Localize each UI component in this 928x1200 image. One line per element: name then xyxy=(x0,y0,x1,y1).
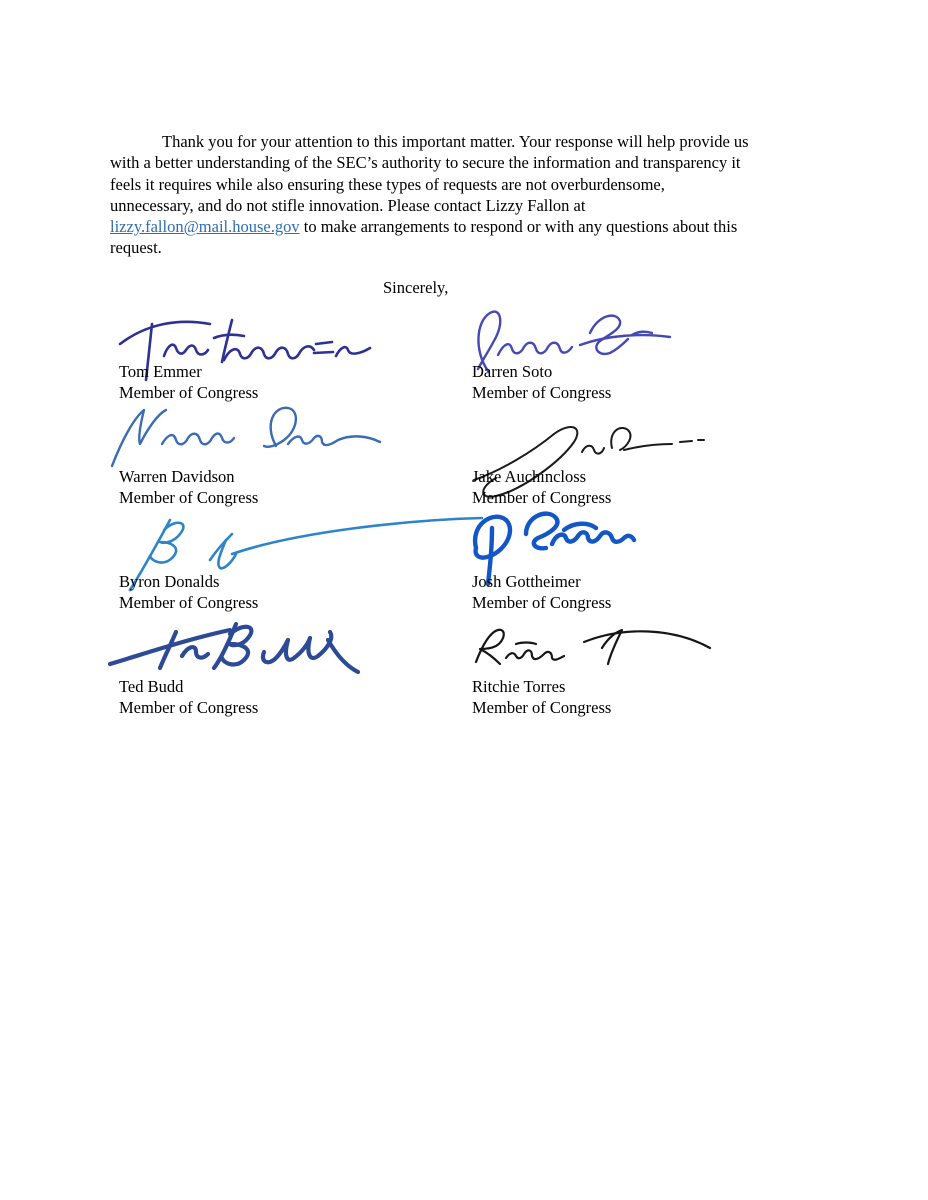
signatory-title: Member of Congress xyxy=(472,488,612,508)
signatory-name: Warren Davidson xyxy=(119,467,235,486)
body-paragraph xyxy=(110,131,840,259)
signature-block-ted-budd xyxy=(119,676,258,719)
signatory-title: Member of Congress xyxy=(119,593,259,613)
signatory-title: Member of Congress xyxy=(472,698,612,718)
paragraph-line: with a better understanding of the SEC’s authority to secure the information and transparency it xyxy=(110,153,741,173)
signatory-name: Josh Gottheimer xyxy=(472,572,581,591)
signature-block-jake-auchincloss xyxy=(472,466,611,509)
signature-ritchie-torres xyxy=(464,620,724,682)
signatory-title: Member of Congress xyxy=(119,488,259,508)
signatory-name: Byron Donalds xyxy=(119,572,220,591)
signatory-name: Darren Soto xyxy=(472,362,553,381)
signature-block-warren-davidson xyxy=(119,466,258,509)
closing-sincerely: Sincerely, xyxy=(383,278,449,297)
signature-ted-budd xyxy=(106,612,376,682)
signature-block-ritchie-torres xyxy=(472,676,611,719)
paragraph-line: unnecessary, and do not stifle innovation. Please contact Lizzy Fallon at xyxy=(110,195,586,215)
signature-block-josh-gottheimer xyxy=(472,571,611,614)
paragraph-line: request. xyxy=(110,238,162,258)
signatory-name: Ted Budd xyxy=(119,677,184,696)
signature-block-darren-soto xyxy=(472,361,611,404)
signatory-name: Tom Emmer xyxy=(119,362,202,381)
signatory-title: Member of Congress xyxy=(472,383,612,403)
signature-warren-davidson xyxy=(108,404,388,472)
paragraph-line: Thank you for your attention to this important matter. Your response will help provide us xyxy=(162,132,749,151)
signature-block-byron-donalds xyxy=(119,571,258,614)
signatory-name: Ritchie Torres xyxy=(472,677,566,696)
signatory-title: Member of Congress xyxy=(119,698,259,718)
email-link[interactable]: lizzy.fallon@mail.house.gov xyxy=(110,217,300,237)
signature-block-tom-emmer xyxy=(119,361,258,404)
signatory-title: Member of Congress xyxy=(472,593,612,613)
signatory-title: Member of Congress xyxy=(119,383,259,403)
signatory-name: Jake Auchincloss xyxy=(472,467,587,486)
paragraph-line-rest: to make arrangements to respond or with any questions about this xyxy=(299,217,738,237)
paragraph-line xyxy=(110,216,840,237)
paragraph-line: feels it requires while also ensuring these types of requests are not overburdensome, xyxy=(110,174,665,194)
